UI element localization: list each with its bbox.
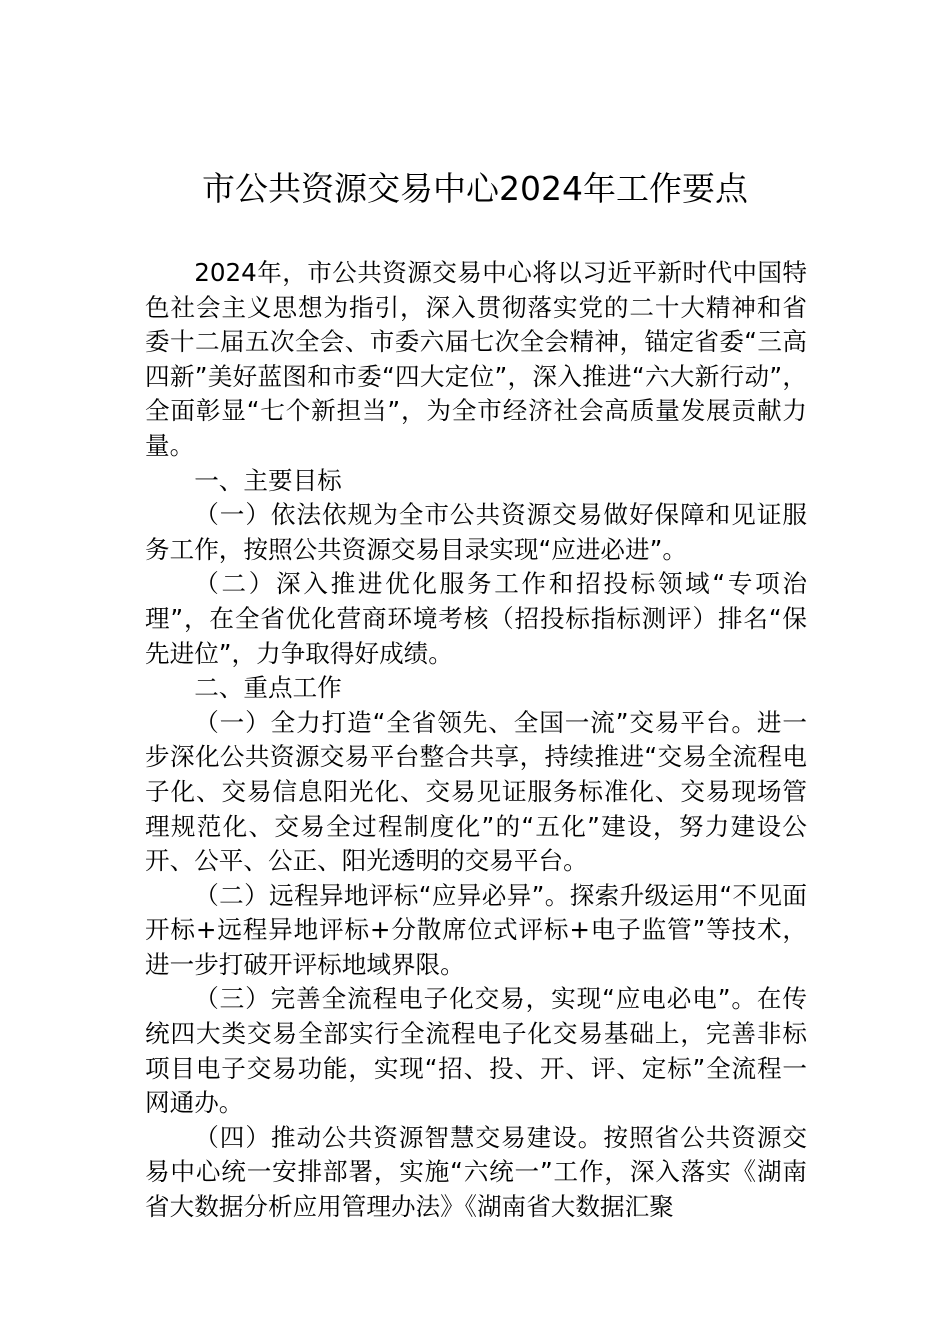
intro-paragraph: 2024年，市公共资源交易中心将以习近平新时代中国特色社会主义思想为指引，深入贯彻落实党的二十大精神和省委十二届五次全会、市委六届七次全会精神，锚定省委“三高四新”美好蓝图和市委“四大定位”，深入推进“六大新行动”，全面彰显“七个新担当”，为全市经济社会高质量发展贡献力量。 <box>145 258 807 460</box>
document-title: 市公共资源交易中心2024年工作要点 <box>202 169 748 208</box>
work-paragraph-4: （四）推动公共资源智慧交易建设。按照省公共资源交易中心统一安排部署，实施“六统一”工作，深入落实《湖南省大数据分析应用管理办法》《湖南省大数据汇聚 <box>145 1122 807 1222</box>
section-heading-key-work: 二、重点工作 <box>194 673 342 703</box>
work-paragraph-1: （一）全力打造“全省领先、全国一流”交易平台。进一步深化公共资源交易平台整合共享，持续推进“交易全流程电子化、交易信息阳光化、交易见证服务标准化、交易现场管理规范化、交易全过程制度化”的“五化”建设，努力建设公开、公平、公正、阳光透明的交易平台。 <box>145 707 807 876</box>
goal-paragraph-2: （二）深入推进优化服务工作和招投标领域“专项治理”，在全省优化营商环境考核（招投标指标测评）排名“保先进位”，力争取得好成绩。 <box>145 569 807 668</box>
section-heading-main-goals: 一、主要目标 <box>194 465 342 495</box>
work-paragraph-2: （二）远程异地评标“应异必异”。探索升级运用“不见面开标+远程异地评标+分散席位式评标+电子监管”等技术，进一步打破开评标地域界限。 <box>145 880 807 979</box>
goal-paragraph-1: （一）依法依规为全市公共资源交易做好保障和见证服务工作，按照公共资源交易目录实现“应进必进”。 <box>145 500 807 564</box>
document-body <box>145 256 807 1225</box>
work-paragraph-3: （三）完善全流程电子化交易，实现“应电必电”。在传统四大类交易全部实行全流程电子化交易基础上，完善非标项目电子交易功能，实现“招、投、开、评、定标”全流程一网通办。 <box>145 984 807 1118</box>
